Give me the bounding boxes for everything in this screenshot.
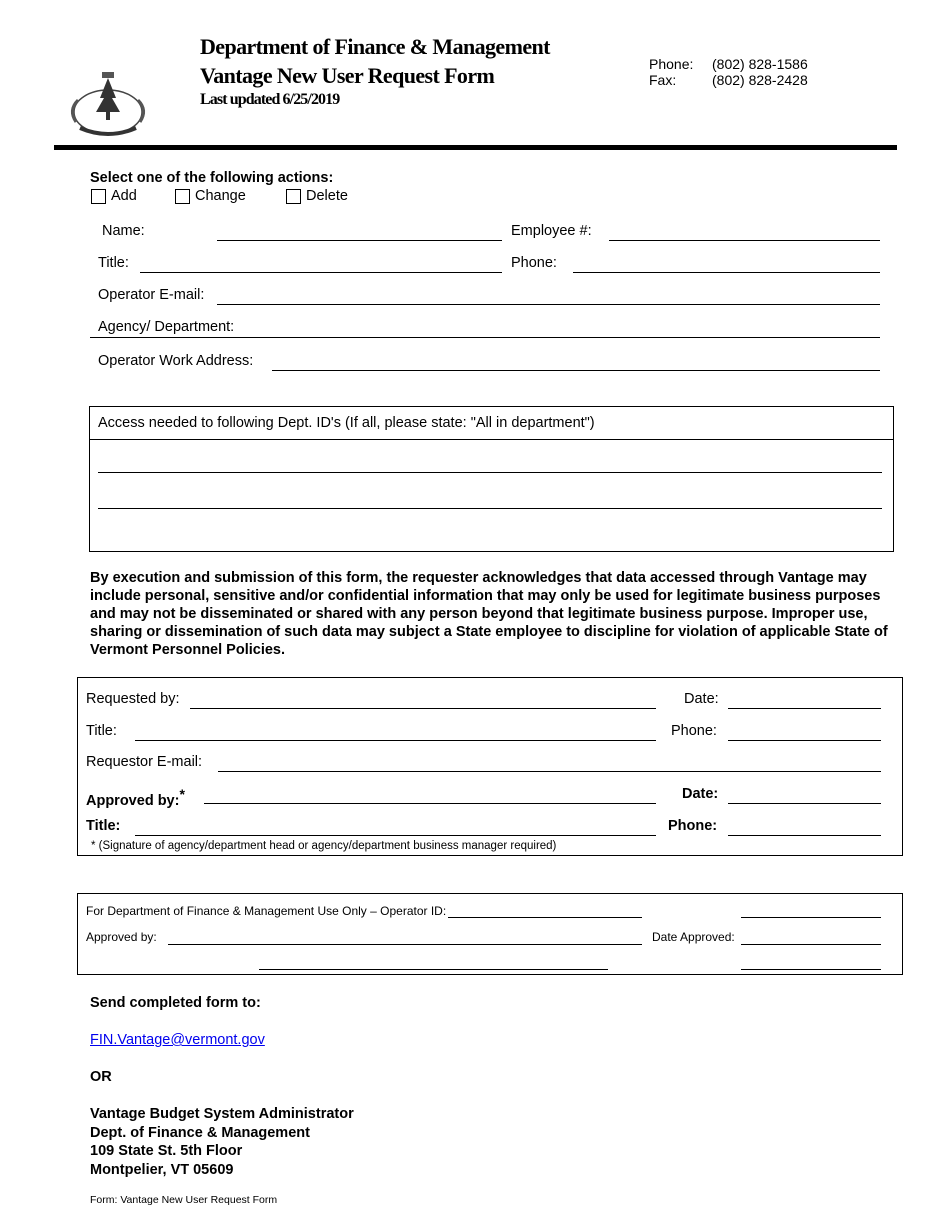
operator-email-field[interactable]: [217, 304, 880, 305]
access-line-1[interactable]: [98, 472, 882, 473]
add-checkbox[interactable]: [91, 189, 106, 204]
approved-by-field[interactable]: [204, 803, 656, 804]
state-seal-logo: [58, 70, 158, 140]
phone-value: (802) 828-1586: [712, 56, 808, 72]
operator-id-label: For Department of Finance & Management Use Only – Operator ID:: [86, 904, 447, 918]
approved-date-field[interactable]: [728, 803, 881, 804]
office-extra-line-2[interactable]: [741, 969, 881, 970]
date-approved-field[interactable]: [741, 944, 881, 945]
address-line: Dept. of Finance & Management: [90, 1125, 310, 1141]
office-extra-line-1[interactable]: [259, 969, 608, 970]
address-line: Montpelier, VT 05609: [90, 1162, 234, 1178]
requested-by-field[interactable]: [190, 708, 656, 709]
approver-title-field[interactable]: [135, 835, 656, 836]
actions-prompt: Select one of the following actions:: [90, 170, 334, 186]
name-field[interactable]: [217, 240, 502, 241]
operator-id-field[interactable]: [448, 917, 642, 918]
agency-field[interactable]: [90, 337, 880, 338]
requester-email-field[interactable]: [218, 771, 881, 772]
request-date-label: Date:: [684, 691, 719, 707]
last-updated: Last updated 6/25/2019: [200, 91, 340, 108]
signature-footnote: * (Signature of agency/department head or agency/department business manager required): [91, 840, 557, 852]
approved-by-text: Approved by:: [86, 792, 180, 809]
requester-title-label: Title:: [86, 723, 117, 739]
approved-by-label: [86, 786, 185, 809]
requester-phone-label: Phone:: [671, 723, 717, 739]
approver-phone-field[interactable]: [728, 835, 881, 836]
department-title: Department of Finance & Management: [200, 34, 550, 59]
operator-id-extra-field[interactable]: [741, 917, 881, 918]
send-heading: Send completed form to:: [90, 995, 261, 1011]
approved-date-label: Date:: [682, 786, 719, 802]
office-approved-by-label: Approved by:: [86, 930, 157, 944]
access-header-divider: [90, 439, 893, 440]
title-label: Title:: [98, 255, 129, 271]
office-approved-by-field[interactable]: [168, 944, 642, 945]
address-line: Vantage Budget System Administrator: [90, 1106, 354, 1122]
requested-by-label: Requested by:: [86, 691, 180, 707]
work-address-field[interactable]: [272, 370, 880, 371]
title-field[interactable]: [140, 272, 502, 273]
requester-title-field[interactable]: [135, 740, 656, 741]
send-email-link[interactable]: FIN.Vantage@vermont.gov: [90, 1032, 265, 1048]
delete-checkbox[interactable]: [286, 189, 301, 204]
requester-email-label: Requestor E-mail:: [86, 754, 203, 770]
approver-phone-label: Phone:: [668, 818, 718, 834]
form-title: Vantage New User Request Form: [200, 63, 495, 88]
access-line-2[interactable]: [98, 508, 882, 509]
change-checkbox[interactable]: [175, 189, 190, 204]
approved-by-star: *: [179, 786, 185, 802]
employee-label: Employee #:: [511, 223, 592, 239]
disclaimer-text: By execution and submission of this form, the requester acknowledges that data accessed through Vantage may include personal, sensitive and/or confidential information that may only be used for legitimate business purposes and may not be disseminated or shared with any person beyond that legitimate business purpose. Improper use, sharing or dissemination of such data may subject a State employee to discipline for violation of applicable State of Vermont Personnel Policies.: [90, 570, 888, 658]
requester-phone-field[interactable]: [728, 740, 881, 741]
date-approved-label: Date Approved:: [652, 930, 735, 944]
header-divider: [54, 145, 897, 150]
request-date-field[interactable]: [728, 708, 881, 709]
fax-label: Fax:: [649, 72, 677, 88]
operator-email-label: Operator E-mail:: [98, 287, 205, 303]
phone-field[interactable]: [573, 272, 880, 273]
delete-label: Delete: [306, 188, 348, 204]
or-text: OR: [90, 1069, 112, 1085]
approver-title-label: Title:: [86, 818, 121, 834]
change-label: Change: [195, 188, 246, 204]
phone-field-label: Phone:: [511, 255, 557, 271]
work-address-label: Operator Work Address:: [98, 353, 254, 369]
agency-label: Agency/ Department:: [98, 319, 235, 335]
address-line: 109 State St. 5th Floor: [90, 1143, 243, 1159]
access-header: Access needed to following Dept. ID's (If all, please state: "All in department"): [98, 415, 595, 431]
add-label: Add: [111, 188, 137, 204]
name-label: Name:: [102, 223, 145, 239]
phone-label: Phone:: [649, 56, 694, 72]
fax-value: (802) 828-2428: [712, 72, 808, 88]
employee-field[interactable]: [609, 240, 880, 241]
footer-form-name: Form: Vantage New User Request Form: [90, 1194, 278, 1206]
